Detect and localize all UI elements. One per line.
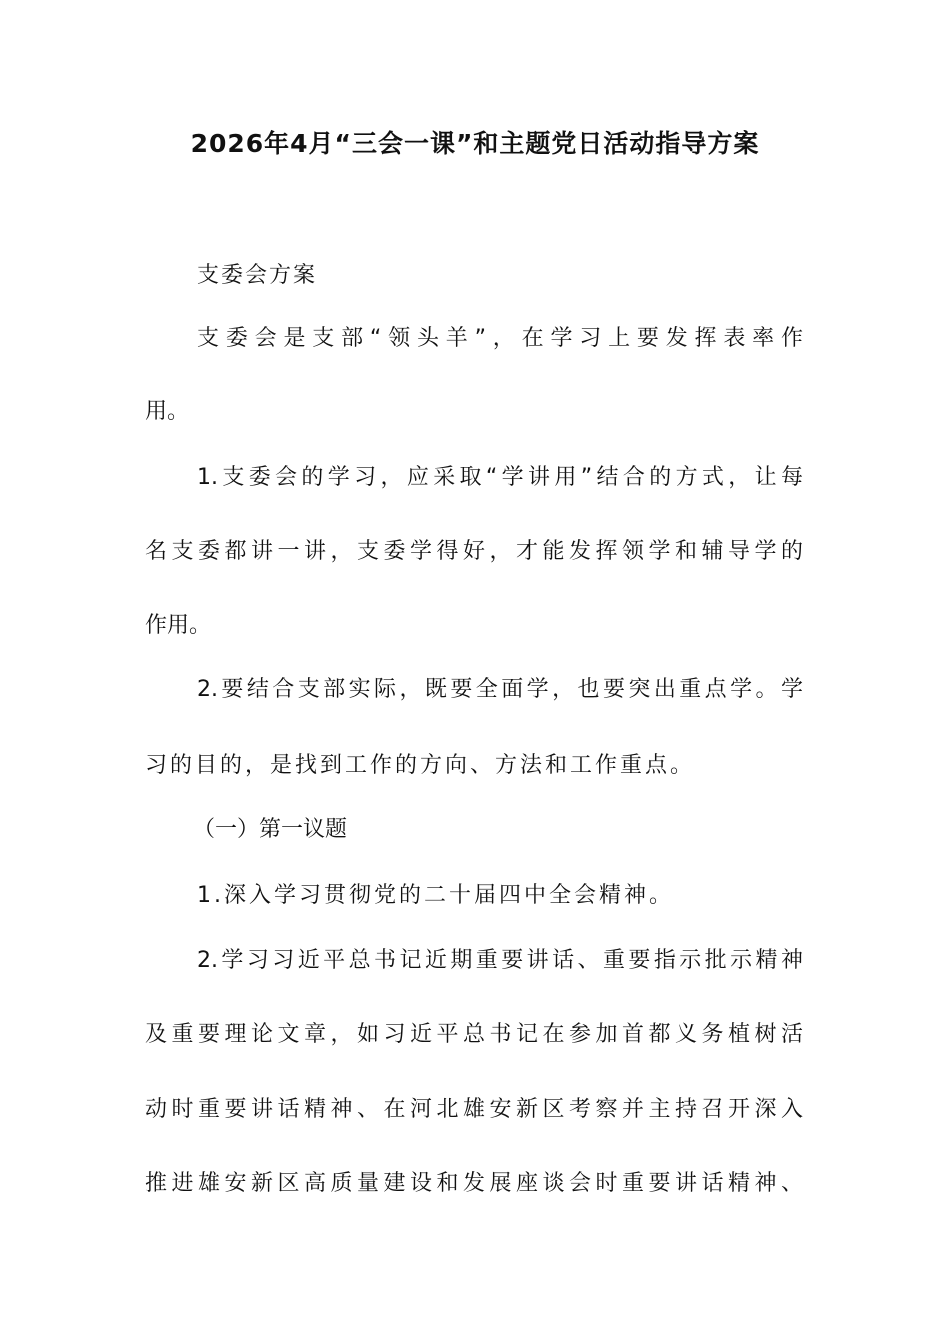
paragraph-line: 及重要理论文章，如习近平总书记在参加首都义务植树活 [145,1022,803,1047]
paragraph-line: 动时重要讲话精神、在河北雄安新区考察并主持召开深入 [145,1097,803,1122]
paragraph-line: 作用。 [145,613,212,638]
subsection-heading: （一）第一议题 [193,817,348,842]
section-heading: 支委会方案 [197,263,318,288]
paragraph-line: 2.要结合支部实际，既要全面学，也要突出重点学。学 [197,677,803,702]
list-item: 2.学习习近平总书记近期重要讲话、重要指示批示精神 [197,948,803,973]
document-title: 2026年4月“三会一课”和主题党日活动指导方案 [190,129,760,158]
paragraph-line: 用。 [145,399,190,424]
list-item: 1.深入学习贯彻党的二十届四中全会精神。 [197,883,674,908]
paragraph-line: 推进雄安新区高质量建设和发展座谈会时重要讲话精神、 [145,1171,803,1196]
paragraph-line: 名支委都讲一讲，支委学得好，才能发挥领学和辅导学的 [145,539,803,564]
paragraph-line: 支委会是支部“领头羊”，在学习上要发挥表率作 [197,326,803,351]
paragraph-line: 习的目的，是找到工作的方向、方法和工作重点。 [145,753,696,778]
paragraph-line: 1.支委会的学习，应采取“学讲用”结合的方式，让每 [197,465,803,490]
